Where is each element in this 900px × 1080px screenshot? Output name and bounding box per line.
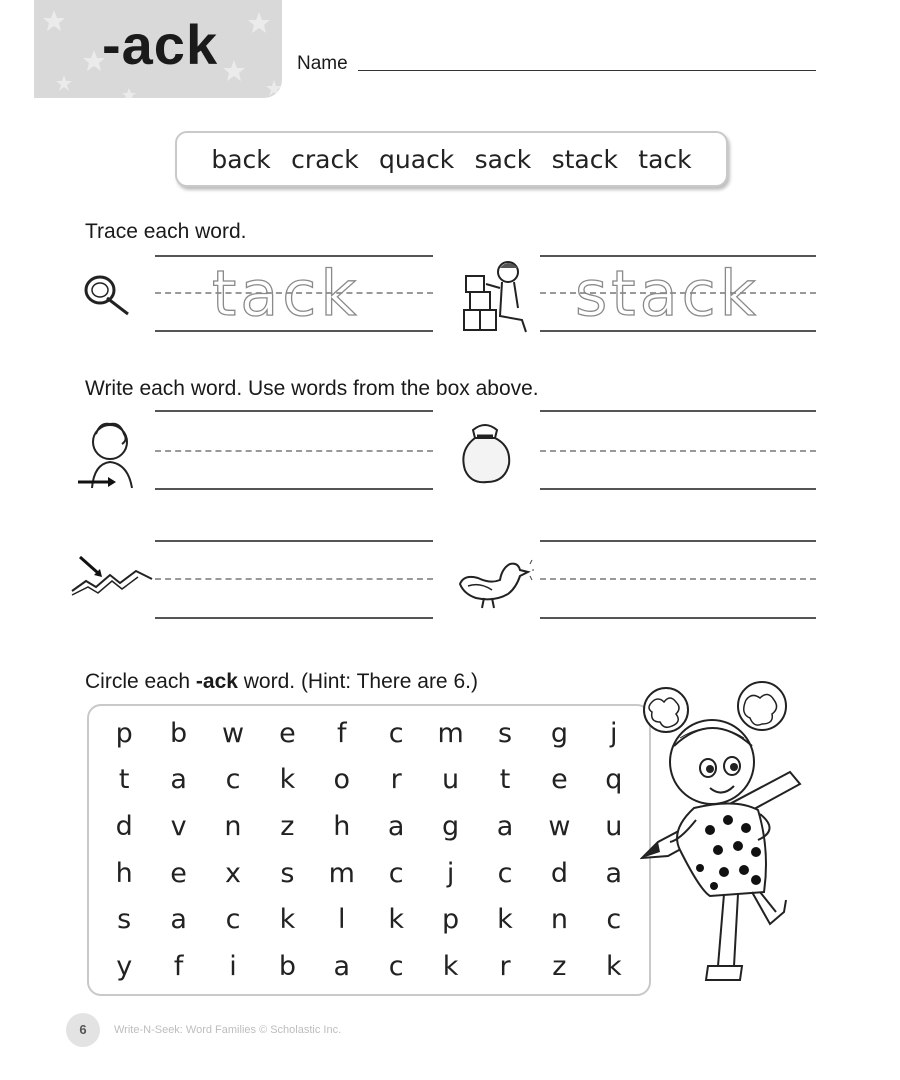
grid-letter[interactable]: h — [333, 811, 351, 843]
grid-letter[interactable]: d — [115, 811, 133, 843]
grid-letter[interactable]: k — [497, 904, 513, 936]
grid-letter[interactable]: d — [550, 857, 568, 889]
grid-letter[interactable]: g — [550, 717, 568, 749]
grid-letter[interactable]: i — [229, 951, 237, 983]
search-instruction — [85, 670, 478, 694]
word-bank-item: tack — [638, 144, 692, 174]
grid-letter[interactable]: j — [446, 857, 455, 889]
instruction-bold: -ack — [195, 670, 238, 693]
tack-pin-icon — [80, 272, 136, 322]
word-bank — [175, 131, 728, 187]
word-bank-item: quack — [379, 144, 455, 174]
instruction-text: Circle each — [85, 670, 196, 693]
grid-letter[interactable]: y — [116, 951, 133, 983]
word-search-grid — [87, 704, 651, 996]
grid-letter[interactable]: p — [442, 904, 460, 936]
grid-letter[interactable]: c — [388, 717, 404, 749]
grid-letter[interactable]: c — [388, 951, 404, 983]
trace-word[interactable]: stack — [575, 257, 760, 330]
girl-stacking-blocks-icon — [456, 258, 536, 336]
grid-letter[interactable]: c — [388, 857, 404, 889]
grid-letter[interactable]: s — [280, 857, 295, 889]
instruction-text: word. (Hint: There are 6.) — [237, 670, 478, 693]
grid-letter[interactable]: o — [333, 764, 351, 796]
page-number-badge — [66, 1013, 100, 1047]
grid-letter[interactable]: e — [551, 764, 568, 796]
write-line[interactable] — [540, 578, 816, 580]
write-line[interactable] — [155, 578, 433, 580]
grid-letter[interactable]: k — [442, 951, 459, 983]
grid-letter[interactable]: k — [605, 951, 622, 983]
grid-letter[interactable]: h — [115, 857, 133, 889]
grid-letter[interactable]: m — [328, 857, 355, 889]
girl-back-arrow-icon — [74, 416, 146, 492]
base-line — [540, 330, 816, 332]
page-title: -ack — [102, 13, 219, 76]
grid-letter[interactable]: a — [333, 951, 351, 983]
word-bank-item: back — [211, 144, 271, 174]
grid-letter[interactable]: b — [278, 951, 296, 983]
crack-arrow-icon — [66, 553, 156, 599]
base-line — [155, 617, 433, 619]
grid-letter[interactable]: s — [117, 904, 132, 936]
grid-letter[interactable]: c — [225, 764, 241, 796]
word-bank-item: sack — [474, 144, 532, 174]
write-line[interactable] — [155, 450, 433, 452]
grid-letter[interactable]: p — [115, 717, 133, 749]
grid-letter[interactable]: c — [497, 857, 513, 889]
grid-letter[interactable]: m — [437, 717, 464, 749]
grid-letter[interactable]: a — [496, 811, 514, 843]
write-line[interactable] — [540, 450, 816, 452]
base-line — [155, 330, 433, 332]
grid-letter[interactable]: u — [442, 764, 460, 796]
word-bank-item: crack — [291, 144, 359, 174]
grid-letter[interactable]: u — [605, 811, 623, 843]
grid-letter[interactable]: k — [279, 904, 296, 936]
grid-letter[interactable]: f — [173, 951, 184, 983]
grid-letter[interactable]: k — [279, 764, 296, 796]
girl-with-pencil-icon — [640, 680, 810, 990]
top-line — [540, 540, 816, 542]
title-banner — [34, 0, 282, 98]
name-field-line[interactable] — [358, 70, 816, 71]
grid-letter[interactable]: g — [442, 811, 460, 843]
grid-letter[interactable]: x — [225, 857, 241, 889]
trace-instruction: Trace each word. — [85, 220, 247, 243]
grid-letter[interactable]: l — [338, 904, 346, 936]
grid-letter[interactable]: a — [387, 811, 405, 843]
write-instruction: Write each word. Use words from the box above. — [85, 377, 539, 400]
quacking-duck-icon — [454, 554, 534, 614]
grid-letter[interactable]: s — [497, 717, 513, 749]
grid-letter[interactable]: r — [390, 764, 402, 796]
grid-letter[interactable]: r — [499, 951, 511, 983]
grid-letter[interactable]: n — [550, 904, 568, 936]
grid-letter[interactable]: t — [118, 764, 130, 796]
grid-letter[interactable]: c — [225, 904, 241, 936]
page-number: 6 — [79, 1022, 87, 1037]
base-line — [540, 488, 816, 490]
grid-letter[interactable]: a — [605, 857, 623, 889]
grid-letter[interactable]: t — [499, 764, 511, 796]
word-bank-item: stack — [551, 144, 618, 174]
grid-letter[interactable]: j — [610, 717, 618, 749]
grid-letter[interactable]: e — [279, 717, 296, 749]
grid-letter[interactable]: q — [605, 764, 623, 796]
copyright-footer: Write-N-Seek: Word Families © Scholastic Inc. — [114, 1024, 342, 1036]
grid-letter[interactable]: f — [337, 717, 347, 749]
grid-letter[interactable]: b — [170, 717, 188, 749]
grid-letter[interactable]: w — [221, 717, 245, 749]
trace-word[interactable]: tack — [212, 257, 361, 330]
grid-letter[interactable]: a — [170, 904, 187, 936]
top-line — [540, 410, 816, 412]
base-line — [540, 617, 816, 619]
grid-letter[interactable]: w — [548, 811, 571, 843]
grid-letter[interactable]: z — [280, 811, 295, 843]
grid-letter[interactable]: c — [606, 904, 622, 936]
grid-letter[interactable]: a — [170, 764, 187, 796]
name-label: Name — [297, 53, 348, 74]
grid-letter[interactable]: z — [552, 951, 567, 983]
sack-icon — [457, 420, 517, 486]
top-line — [155, 410, 433, 412]
grid-letter[interactable]: n — [224, 811, 242, 843]
grid-letter[interactable]: v — [170, 811, 187, 843]
base-line — [155, 488, 433, 490]
grid-letter[interactable]: k — [388, 904, 405, 936]
top-line — [155, 540, 433, 542]
grid-letter[interactable]: e — [170, 857, 187, 889]
